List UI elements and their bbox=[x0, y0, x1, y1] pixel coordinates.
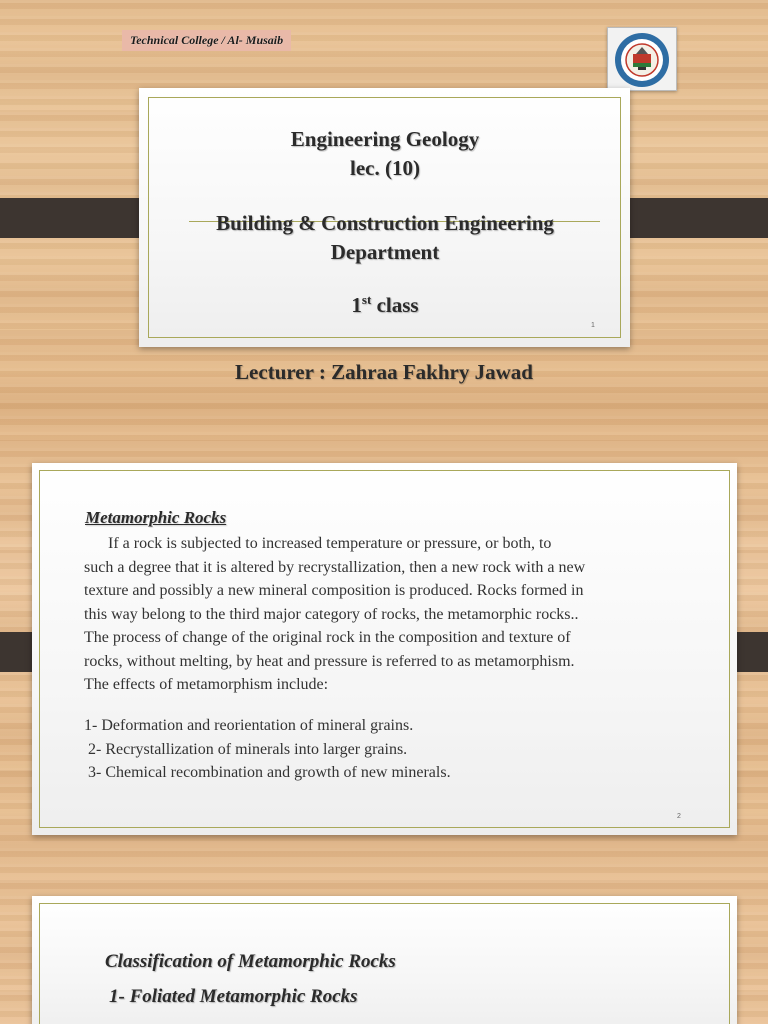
paragraph-line: The effects of metamorphism include: bbox=[84, 676, 329, 693]
class-line bbox=[140, 285, 630, 320]
slide2-page-number: 2 bbox=[677, 813, 681, 820]
metamorphism-effects-list bbox=[84, 714, 674, 785]
college-logo bbox=[607, 27, 677, 91]
course-title: Engineering Geology bbox=[290, 127, 480, 151]
college-seal-icon bbox=[612, 30, 672, 90]
paragraph-line: this way belong to the third major category of rocks, the metamorphic rocks.. bbox=[84, 605, 579, 623]
paragraph-line: rocks, without melting, by heat and pressure is referred to as metamorphism. bbox=[84, 652, 575, 670]
metamorphic-heading: Metamorphic Rocks bbox=[85, 508, 227, 527]
list-item: 2- Recrystallization of minerals into larger grains. bbox=[84, 740, 408, 758]
paragraph-line: such a degree that it is altered by recrystallization, then a new rock with a new bbox=[84, 558, 586, 576]
department-line-1: Building & Construction Engineering bbox=[216, 211, 554, 235]
title-block bbox=[140, 125, 630, 320]
paragraph-line: texture and possibly a new mineral composition is produced. Rocks formed in bbox=[84, 582, 584, 599]
metamorphic-paragraph bbox=[84, 532, 674, 697]
paragraph-line: If a rock is subjected to increased temperature or pressure, or both, to bbox=[108, 535, 552, 552]
lecturer-name: Lecturer : Zahraa Fakhry Jawad bbox=[235, 360, 533, 384]
college-label: Technical College / Al- Musaib bbox=[122, 30, 291, 51]
list-item: 3- Chemical recombination and growth of new minerals. bbox=[84, 764, 451, 781]
list-item: 1- Deformation and reorientation of mineral grains. bbox=[84, 717, 414, 734]
slide1-band-right bbox=[612, 198, 768, 238]
slide1-page-number: 1 bbox=[591, 322, 595, 329]
class-number: 1 bbox=[351, 293, 362, 317]
class-suffix: st bbox=[361, 292, 372, 307]
classification-heading: Classification of Metamorphic Rocks bbox=[105, 951, 396, 972]
paragraph-line: The process of change of the original rock in the composition and texture of bbox=[84, 629, 571, 646]
slide1-band-left bbox=[0, 198, 156, 238]
class-word: class bbox=[371, 293, 419, 317]
foliated-subheading: 1- Foliated Metamorphic Rocks bbox=[109, 986, 358, 1007]
department-line-2: Department bbox=[330, 240, 440, 264]
lecture-number: lec. (10) bbox=[350, 156, 420, 180]
